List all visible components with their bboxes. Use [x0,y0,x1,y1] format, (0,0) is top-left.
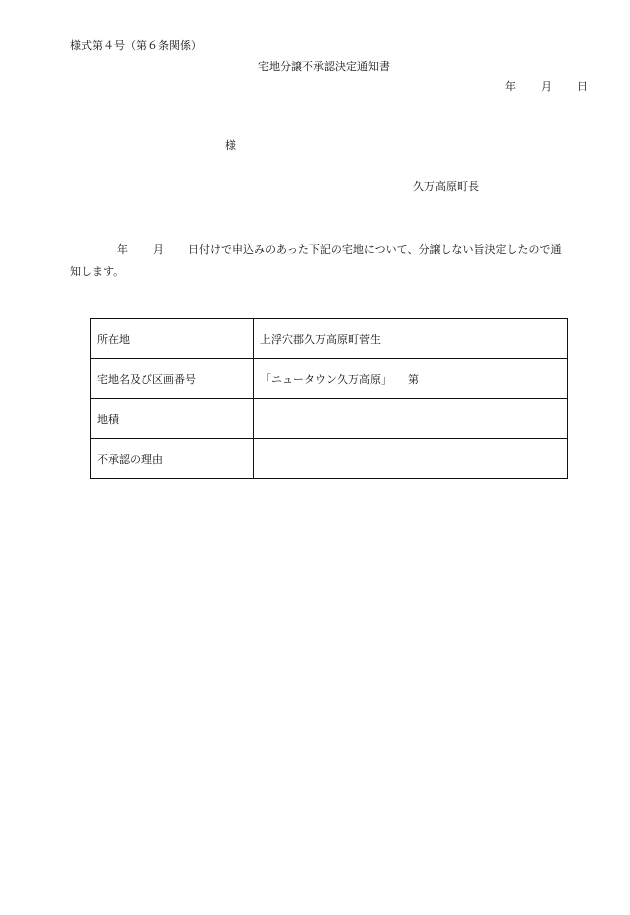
form-number: 様式第４号（第６条関係） [70,39,202,52]
body-year-label: 年 [117,243,128,256]
table-row-area [91,399,568,439]
location-value [254,319,568,359]
body-line-1-text: 日付けで申込みのあった下記の宅地について、分譲しない旨決定したので通 [188,243,562,256]
table-row-location [91,319,568,359]
date-month-label: 月 [541,80,552,93]
reason-value [254,439,568,479]
lot-name-text: 「ニュータウン久万高原」 [260,372,392,386]
land-info-table [90,318,568,479]
location-value-text: 上浮穴郡久万高原町菅生 [260,332,381,346]
body-month-label: 月 [153,243,164,256]
notice-body-line-2: 知します。 [70,265,125,278]
reason-label: 不承認の理由 [91,439,254,479]
date-year-label: 年 [505,80,516,93]
notice-body [70,239,590,283]
addressee-honorific: 様 [225,139,236,152]
notice-body-line-1 [70,239,590,261]
lot-name-label: 宅地名及び区画番号 [91,359,254,399]
area-value [254,399,568,439]
lot-number-prefix: 第 [408,372,419,386]
date-day-label: 日 [577,80,588,93]
table-row-lot-name [91,359,568,399]
area-label: 地積 [91,399,254,439]
table-row-reason [91,439,568,479]
lot-name-value [254,359,568,399]
document-title: 宅地分譲不承認決定通知書 [258,60,390,73]
location-label: 所在地 [91,319,254,359]
issuer-name: 久万高原町長 [413,180,479,193]
